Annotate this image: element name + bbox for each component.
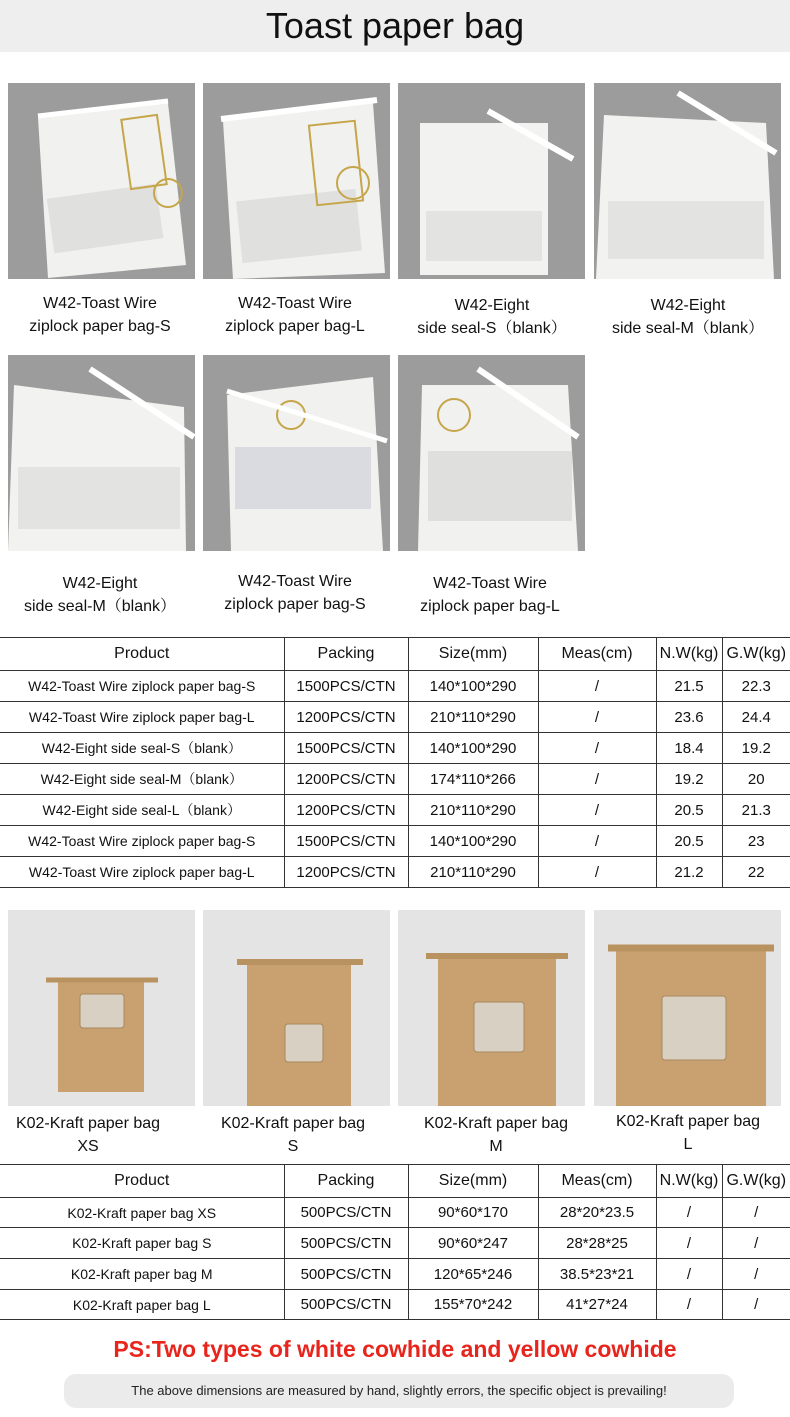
table-row <box>0 764 790 795</box>
cell-meas: 38.5*23*21 <box>538 1259 656 1290</box>
cell-product: W42-Toast Wire ziplock paper bag-L <box>0 857 284 888</box>
kraft-bag-icon <box>594 910 781 1106</box>
caption-k02-s: K02-Kraft paper bag S <box>220 1115 366 1155</box>
cell-packing: 500PCS/CTN <box>284 1198 408 1228</box>
col-product: Product <box>0 1165 284 1198</box>
table-row <box>0 733 790 764</box>
product-photo-w42-toast-s <box>8 83 195 279</box>
table-header-row <box>0 638 790 671</box>
cell-gw: / <box>722 1259 790 1290</box>
table-row <box>0 826 790 857</box>
cell-meas: 28*20*23.5 <box>538 1198 656 1228</box>
kraft-bag-icon <box>8 910 195 1106</box>
cell-gw: / <box>722 1228 790 1259</box>
cell-packing: 500PCS/CTN <box>284 1259 408 1290</box>
col-meas: Meas(cm) <box>538 638 656 671</box>
cell-gw: 22 <box>722 857 790 888</box>
caption-k02-xs: K02-Kraft paper bag XS <box>15 1115 161 1155</box>
cell-packing: 1200PCS/CTN <box>284 857 408 888</box>
cell-product: K02-Kraft paper bag S <box>0 1228 284 1259</box>
cell-meas: / <box>538 764 656 795</box>
cell-meas: / <box>538 733 656 764</box>
caption-w42-toast-l-2: W42-Toast Wire ziplock paper bag-L <box>420 575 560 615</box>
product-photo-k02-xs <box>8 910 195 1106</box>
table-row <box>0 857 790 888</box>
cell-nw: / <box>656 1259 722 1290</box>
table-row <box>0 1290 790 1320</box>
table-row <box>0 671 790 702</box>
cell-meas: / <box>538 826 656 857</box>
cell-product: W42-Toast Wire ziplock paper bag-S <box>0 826 284 857</box>
cell-gw: 23 <box>722 826 790 857</box>
table-row <box>0 1198 790 1228</box>
cell-product: K02-Kraft paper bag M <box>0 1259 284 1290</box>
product-photo-k02-s <box>203 910 390 1106</box>
blank-bag-icon <box>398 83 585 279</box>
table-row <box>0 1228 790 1259</box>
cell-size: 174*110*266 <box>408 764 538 795</box>
table-row <box>0 702 790 733</box>
caption-w42-eight-m-2: W42-Eight side seal-M（blank） <box>23 575 177 615</box>
cell-meas: / <box>538 671 656 702</box>
cell-nw: / <box>656 1228 722 1259</box>
cell-size: 120*65*246 <box>408 1259 538 1290</box>
cell-meas: / <box>538 857 656 888</box>
cell-product: W42-Toast Wire ziplock paper bag-S <box>0 671 284 702</box>
caption-w42-toast-l: W42-Toast Wire ziplock paper bag-L <box>225 295 365 335</box>
cell-packing: 1200PCS/CTN <box>284 795 408 826</box>
cell-nw: 23.6 <box>656 702 722 733</box>
cell-nw: / <box>656 1290 722 1320</box>
cell-packing: 1500PCS/CTN <box>284 826 408 857</box>
blank-bag-icon <box>8 355 195 551</box>
cell-packing: 1500PCS/CTN <box>284 733 408 764</box>
cell-gw: 19.2 <box>722 733 790 764</box>
cell-gw: / <box>722 1198 790 1228</box>
spec-table-white <box>0 637 790 888</box>
page-title: Toast paper bag <box>0 0 790 52</box>
cell-gw: 21.3 <box>722 795 790 826</box>
cell-nw: 20.5 <box>656 826 722 857</box>
caption-w42-eight-m: W42-Eight side seal-M（blank） <box>611 297 765 337</box>
col-packing: Packing <box>284 638 408 671</box>
product-photo-w42-toast-s-2 <box>203 355 390 551</box>
spec-table-kraft <box>0 1164 790 1320</box>
caption-k02-l: K02-Kraft paper bag L <box>615 1113 761 1153</box>
cell-meas: / <box>538 702 656 733</box>
cell-size: 155*70*242 <box>408 1290 538 1320</box>
cell-nw: 21.2 <box>656 857 722 888</box>
cell-gw: 22.3 <box>722 671 790 702</box>
col-packing: Packing <box>284 1165 408 1198</box>
product-photo-w42-eight-m <box>594 83 781 279</box>
cell-packing: 1200PCS/CTN <box>284 702 408 733</box>
col-gw: G.W(kg) <box>722 638 790 671</box>
product-photo-k02-l <box>594 910 781 1106</box>
printed-bag-icon <box>203 355 390 551</box>
cell-size: 210*110*290 <box>408 702 538 733</box>
cell-nw: 18.4 <box>656 733 722 764</box>
caption-w42-toast-s-2: W42-Toast Wire ziplock paper bag-S <box>224 573 366 613</box>
cell-gw: / <box>722 1290 790 1320</box>
product-photo-w42-eight-m-2 <box>8 355 195 551</box>
cell-packing: 500PCS/CTN <box>284 1228 408 1259</box>
printed-bag-fresh-icon <box>8 83 195 279</box>
col-meas: Meas(cm) <box>538 1165 656 1198</box>
cell-size: 90*60*247 <box>408 1228 538 1259</box>
table-row <box>0 795 790 826</box>
cell-product: W42-Toast Wire ziplock paper bag-L <box>0 702 284 733</box>
cell-product: W42-Eight side seal-L（blank） <box>0 795 284 826</box>
ps-note: PS:Two types of white cowhide and yellow cowhide <box>113 1336 677 1362</box>
kraft-bag-icon <box>203 910 390 1106</box>
col-nw: N.W(kg) <box>656 1165 722 1198</box>
cell-product: W42-Eight side seal-S（blank） <box>0 733 284 764</box>
kraft-bag-icon <box>398 910 585 1106</box>
cell-product: W42-Eight side seal-M（blank） <box>0 764 284 795</box>
product-photo-w42-toast-l <box>203 83 390 279</box>
cell-meas: 28*28*25 <box>538 1228 656 1259</box>
cell-packing: 1500PCS/CTN <box>284 671 408 702</box>
cell-size: 140*100*290 <box>408 733 538 764</box>
cell-nw: 21.5 <box>656 671 722 702</box>
disclaimer-note: The above dimensions are measured by hand, slightly errors, the specific object is prevailing! <box>64 1374 734 1408</box>
cell-gw: 20 <box>722 764 790 795</box>
col-product: Product <box>0 638 284 671</box>
cell-size: 140*100*290 <box>408 826 538 857</box>
cell-packing: 500PCS/CTN <box>284 1290 408 1320</box>
caption-k02-m: K02-Kraft paper bag M <box>423 1115 569 1155</box>
cell-nw: 20.5 <box>656 795 722 826</box>
cell-packing: 1200PCS/CTN <box>284 764 408 795</box>
cell-product: K02-Kraft paper bag XS <box>0 1198 284 1228</box>
cell-product: K02-Kraft paper bag L <box>0 1290 284 1320</box>
col-size: Size(mm) <box>408 638 538 671</box>
col-gw: G.W(kg) <box>722 1165 790 1198</box>
cell-gw: 24.4 <box>722 702 790 733</box>
printed-bag-icon <box>398 355 585 551</box>
caption-w42-eight-s: W42-Eight side seal-S（blank） <box>417 297 567 337</box>
product-photo-w42-eight-s <box>398 83 585 279</box>
cell-size: 210*110*290 <box>408 795 538 826</box>
table-header-row <box>0 1165 790 1198</box>
cell-size: 90*60*170 <box>408 1198 538 1228</box>
col-size: Size(mm) <box>408 1165 538 1198</box>
caption-w42-toast-s: W42-Toast Wire ziplock paper bag-S <box>29 295 171 335</box>
cell-nw: 19.2 <box>656 764 722 795</box>
cell-size: 210*110*290 <box>408 857 538 888</box>
table-row <box>0 1259 790 1290</box>
col-nw: N.W(kg) <box>656 638 722 671</box>
blank-bag-icon <box>594 83 781 279</box>
cell-nw: / <box>656 1198 722 1228</box>
cell-meas: / <box>538 795 656 826</box>
printed-bag-fresh-icon <box>203 83 390 279</box>
product-photo-k02-m <box>398 910 585 1106</box>
cell-size: 140*100*290 <box>408 671 538 702</box>
cell-meas: 41*27*24 <box>538 1290 656 1320</box>
product-photo-w42-toast-l-2 <box>398 355 585 551</box>
